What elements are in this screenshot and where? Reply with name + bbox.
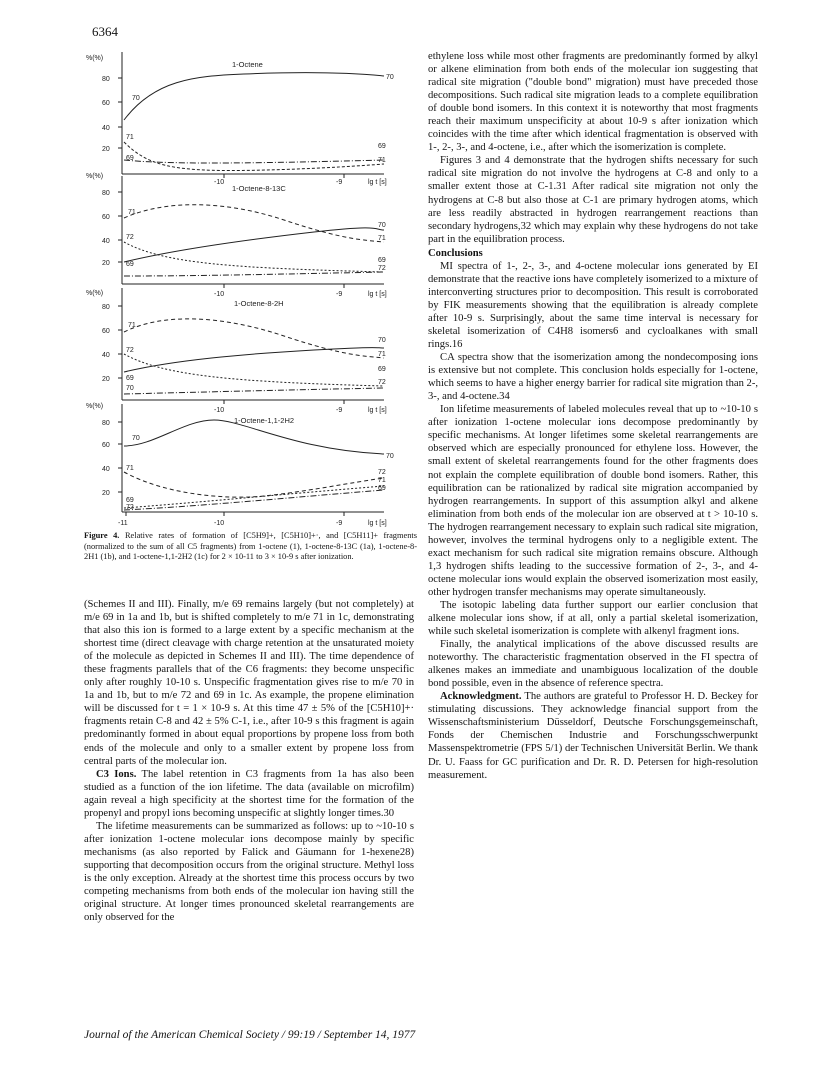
c3-ions-text: The label retention in C3 fragments from 1a has also been studied as a function of the ion lifetime. The data (available on microfilm) again reveal a high specificity at the shortest time for the formation of the propenyl and propyl ions becoming unspecific at slightly longer times.30	[84, 768, 414, 819]
panel-4-title: 1-Octene-1,1-2H2	[234, 416, 295, 425]
panel-1-ylabel: %(%)	[86, 55, 104, 62]
p3-curve-label: 72	[126, 347, 134, 354]
p3-curve-label: 70	[126, 385, 134, 392]
panel-1-curve-71	[124, 142, 384, 171]
left-paragraph-c3	[84, 768, 414, 820]
p3-xtick: -9	[336, 407, 343, 414]
p2-curve-label: 69	[378, 257, 386, 264]
p1-ytick: 60	[102, 100, 110, 107]
caption-label: Figure 4.	[84, 531, 120, 540]
p3-curve-label: 69	[378, 366, 386, 373]
p4-xtick: -9	[336, 520, 343, 527]
p4-curve-label: 72	[378, 469, 386, 476]
right-paragraph: Figures 3 and 4 demonstrate that the hydrogen shifts necessary for such radical site migration do not involve the hydrogens at C-8 and only to a smaller extent those at C-1.31 After radical site migration not only the hydrogens at C-8 but also those at C-1 are primary hydrogen atoms, which are less readily abstracted in hydrogen rearrangement reactions than secondary hydrogens,32 which may explain why these hydrogens do not take part in the equilibration process.	[428, 155, 758, 245]
right-paragraph: CA spectra show that the isomerization among the nondecomposing ions is extensive but not complete. This conclusion holds especially for 1-octene, which seems to have a higher energy barrier for radical site migration than 2-, 3-, and 4-octene.34	[428, 352, 758, 403]
right-column	[428, 50, 758, 782]
p1-curve-label: 71	[378, 157, 386, 164]
right-paragraph: The isotopic labeling data further support our earlier conclusion that alkene molecular ions show, if at all, only a partial skeletal isomerization, while such skeletal isomerization is complete with alkenyl fragment ions.	[428, 599, 758, 638]
p1-xtick: -10	[214, 179, 225, 186]
p3-curve-label: 71	[378, 351, 386, 358]
acknowledgment-text: The authors are grateful to Professor H. D. Beckey for stimulating discussions. They acknowledge financial support from the Wissenschaftsministerium Düsseldorf, Deutsche Forschungsgemeinschaft, Fonds der Chemischen Industrie and Forschungsschwerpunkt Massenspektrometrie (FPS 5/1) der Technischen Universität Berlin. We thank Dr. U. Faass for GC purification and Dr. R. D. Petersen for high-resolution measurement.	[428, 691, 758, 781]
panel-4-curve-72	[124, 490, 384, 510]
p1-xtick: -9	[336, 179, 343, 186]
right-paragraph: Ion lifetime measurements of labeled molecules reveal that up to ~10-10 s after ionization 1-octene molecular ions decompose predominantly by specific mechanisms. At longer lifetimes some skeletal rearrangements are observed which are especially pronounced for ethylene loss. However, the small extent of skeletal rearrangements found for the other fragments does not explain the complete equilibration of double bond isomers. Rather, this equilibration can be rationalized by radical site migration accompanied by hydrogen rearrangements. In support of this assumption alkyl and alkene elimination from both ends of the molecular ion are observed at t > 10-10 s. The hydrogen rearrangement necessary to explain such radical site migration, however, involves the terminal hydrogens only to a negligible extent. The exact mechanism for such radical site migration remains obscure. Although 1,3 hydrogen shifts leading to the successive formation of 2-, 3-, and 4-octene molecular ions would explain the observed isomerization most easily, other hydrogen transfer mechanisms may operate simultaneously.	[428, 404, 758, 598]
p4-curve-label: 70	[132, 435, 140, 442]
p4-xtick: lg t [s]	[368, 520, 387, 527]
panel-2-title: 1-Octene-8-13C	[232, 184, 286, 193]
panel-3-curve-71	[124, 319, 384, 358]
panel-1-title: 1-Octene	[232, 60, 263, 69]
p1-curve-label: 69	[378, 143, 386, 150]
p3-ytick: 40	[102, 352, 110, 359]
p4-curve-label: 69	[126, 497, 134, 504]
p3-ytick: 80	[102, 304, 110, 311]
p4-ytick: 20	[102, 490, 110, 497]
right-paragraph: Finally, the analytical implications of the above discussed results are noteworthy. The characteristic fragmentation observed in the FI spectra of alkenes makes an immediate and unambiguous localization of the double bond possible, even in the absence of reference spectra.	[428, 639, 758, 690]
panel-3-curve-72	[124, 388, 384, 394]
right-paragraph: ethylene loss while most other fragments are predominantly formed by alkyl or alkene elimination from both ends of the molecular ion suggesting that radical site migration ("double bond" migration) must have preceded those decompositions. Such radical site migration leads to a complete equilibration of double bond isomers. In this context it is noteworthy that most fragments reach their maximum unspecificity at about 10-9 s after ionization which coincides with the time after which identical fragmentation is observed with 1-, 2-, 3-, and 4-octene, i.e., after which the isomerization is complete.	[428, 51, 758, 154]
p2-xtick: -9	[336, 291, 343, 298]
panel-1-curve-70	[124, 73, 384, 120]
figure-4	[84, 50, 414, 530]
caption-text: Relative rates of formation of [C5H9]+, [C5H10]+·, and [C5H11]+ fragments (normalized to the sum of all C5 fragments) from 1-octene (1), 1-octene-8-13C (1a), 1-octene-8-2H1 (1b), and 1-octene-1,1-2H2 (1c) for 2 × 10-11 to 3 × 10-9 s after ionization.	[84, 531, 418, 562]
c3-ions-heading: C3 Ions.	[96, 768, 137, 780]
p1-curve-label: 69	[126, 155, 134, 162]
p4-curve-label: 70	[386, 453, 394, 460]
p4-curve-label: 69	[378, 485, 386, 492]
figure-caption	[84, 531, 417, 563]
panel-4-curve-70	[124, 420, 384, 454]
panel-1-curve-69	[124, 160, 384, 163]
panel-4-ylabel: %(%)	[86, 403, 104, 410]
conclusions-heading: Conclusions	[428, 247, 483, 259]
p2-curve-label: 72	[378, 265, 386, 272]
acknowledgment-heading: Acknowledgment.	[440, 691, 522, 703]
panel-2-curve-71	[124, 205, 384, 242]
p2-curve-label: 72	[126, 234, 134, 241]
left-paragraph: The lifetime measurements can be summarized as follows: up to ~10-10 s after ionization 1-octene molecular ions decompose mainly by specific mechanisms (as also reported by Falick and Gäumann for 1-hexene28) supporting that decomposition occurs from the original structure. Methyl loss is the only exception. Already at the shortest time this process occurs by two competing mechanisms from both ends of the molecular ion having still the original structure. At longer times pronounced skeletal rearrangements are only observed for the	[84, 820, 414, 924]
p4-curve-label: 72	[126, 504, 134, 511]
p1-ytick: 40	[102, 125, 110, 132]
p2-ytick: 20	[102, 260, 110, 267]
p4-curve-label: 71	[378, 477, 386, 484]
p4-ytick: 60	[102, 442, 110, 449]
p3-ytick: 20	[102, 376, 110, 383]
left-paragraph: (Schemes II and III). Finally, m/e 69 remains largely (but not completely) at m/e 69 in 1a and 1b, but is shifted completely to m/e 71 in 1c, demonstrating that also this ion is formed to a large extent by a specific mechanism at the shortest time (direct cleavage with charge retention at the unsaturated moiety of the molecule as depicted in Schemes II and III). The time dependence of these fragments parallels that of the C6 fragments: they become unspecific only after roughly 10-10 s. Unspecific fragmentation gives rise to m/e 70 in 1a and 1b, but to m/e 72 and 69 in 1c. As example, the propene elimination will be discussed for t = 1 × 10-9 s. At this time 47 ± 5% of the [C5H10]+· fragments retain C-8 and 42 ± 5% C-1, i.e., after 10-9 s this fragment is again predominantly formed in about equal proportions by propene loss from both ends of the molecule and only to a smaller extent by propene loss from central parts of the molecular ion.	[84, 599, 414, 767]
p4-ytick: 40	[102, 466, 110, 473]
p3-curve-label: 72	[378, 379, 386, 386]
p1-curve-label: 71	[126, 134, 134, 141]
p4-curve-label: 71	[126, 465, 134, 472]
p2-ytick: 60	[102, 214, 110, 221]
acknowledgment-paragraph	[428, 690, 758, 781]
p1-xtick: lg t [s]	[368, 179, 387, 186]
right-paragraph: MI spectra of 1-, 2-, 3-, and 4-octene molecular ions generated by EI demonstrate that the reactive ions have completely isomerized to a mixture of interconverting structures prior to decomposition. This result is corroborated by FIK measurements showing that the equilibration is already complete after 10-9 s. Surprisingly, about the same time interval is necessary for skeletal isomerization of C4H8 isomers6 and cycloalkanes with small rings.16	[428, 260, 758, 351]
p4-xtick: -11	[118, 520, 128, 527]
panel-2-curve-69	[124, 242, 384, 272]
p2-curve-label: 71	[128, 209, 136, 216]
p3-curve-label: 71	[128, 322, 136, 329]
left-column	[84, 598, 414, 924]
p2-curve-label: 70	[378, 222, 386, 229]
p2-curve-label: 71	[378, 235, 386, 242]
p2-ytick: 80	[102, 190, 110, 197]
p2-xtick: -10	[214, 291, 225, 298]
p4-xtick: -10	[214, 520, 225, 527]
p4-ytick: 80	[102, 420, 110, 427]
panel-2-curve-70	[124, 228, 384, 262]
panel-2-ylabel: %(%)	[86, 173, 104, 180]
panel-3-title: 1-Octene-8-2H	[234, 299, 284, 308]
p1-ytick: 80	[102, 76, 110, 83]
p1-ytick: 20	[102, 146, 110, 153]
p3-ytick: 60	[102, 328, 110, 335]
p3-xtick: -10	[214, 407, 225, 414]
panel-1-axes	[118, 52, 384, 178]
page-number: 6364	[92, 24, 118, 39]
p3-curve-label: 69	[126, 375, 134, 382]
panel-2-curve-72	[124, 272, 384, 276]
panel-3-ylabel: %(%)	[86, 290, 104, 297]
p2-ytick: 40	[102, 238, 110, 245]
figure-4-plot	[84, 50, 414, 530]
panel-3-curve-69	[124, 354, 384, 386]
p1-curve-label: 70	[132, 95, 140, 102]
p2-xtick: lg t [s]	[368, 291, 387, 298]
p1-curve-label: 70	[386, 74, 394, 81]
p3-curve-label: 70	[378, 337, 386, 344]
p3-xtick: lg t [s]	[368, 407, 387, 414]
p2-curve-label: 69	[126, 261, 134, 268]
journal-footer: Journal of the American Chemical Society / 99:19 / September 14, 1977	[84, 1029, 416, 1041]
